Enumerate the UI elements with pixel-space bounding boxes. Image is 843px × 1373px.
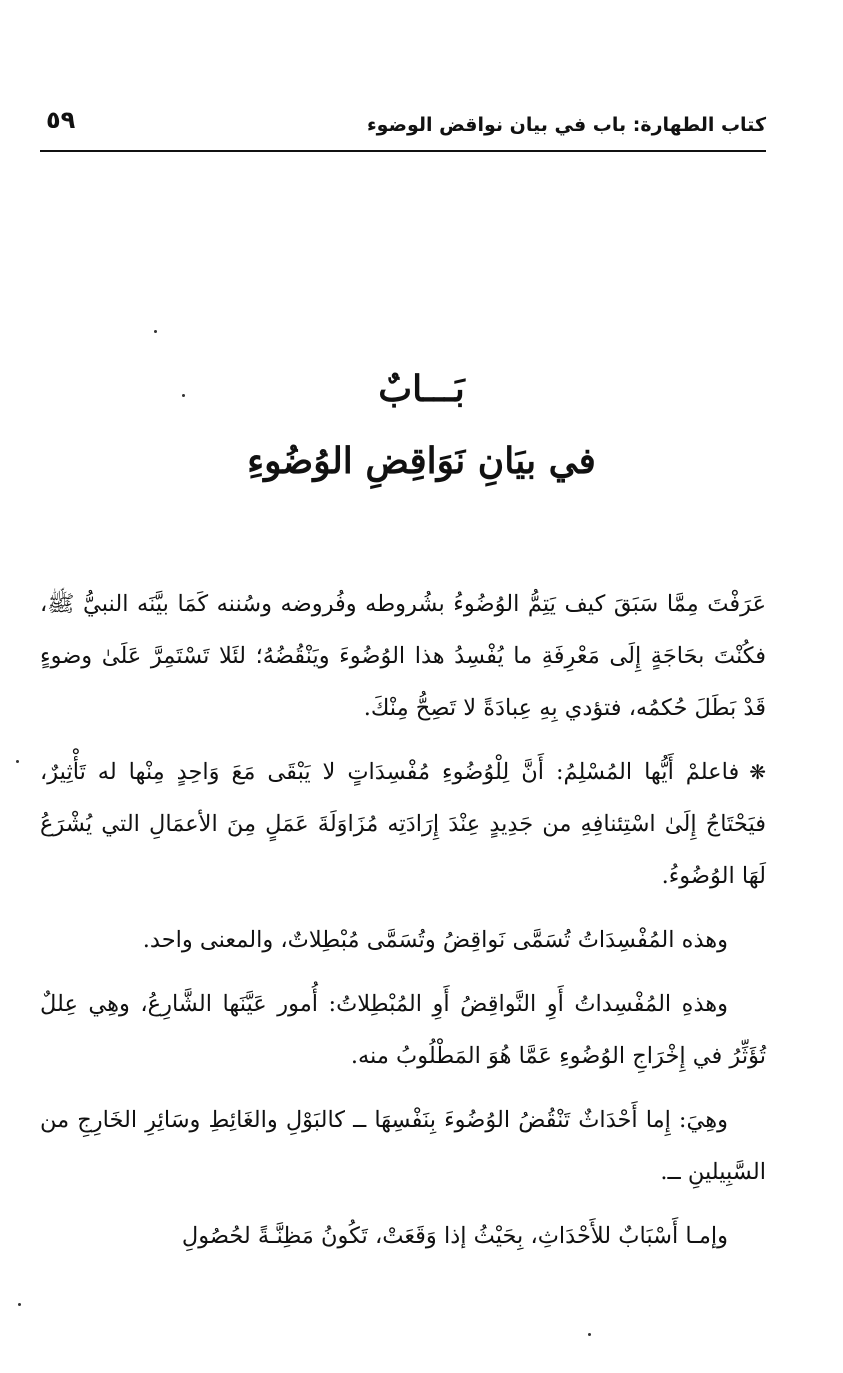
paragraph-text: فاعلمْ أَيُّها المُسْلِمُ: أَنَّ لِلْوُضُوءِ مُفْسِدَاتٍ لا يَبْقَى مَعَ وَاحِدٍ مِنْها له تَأْثِيرٌ، فيَحْتَاجُ إِلَىٰ اسْتِئنافِهِ من جَدِيدٍ عِنْدَ إِرَادَتِه مُزَاوَلَةَ عَمَلٍ مِنَ الأعمَالِ التي يُشْرَعُ لَهَا الوُضُوءُ. xyxy=(40,759,766,889)
page-number: ٥٩ xyxy=(46,106,76,134)
chapter-heading-word: بَـــابٌ xyxy=(378,368,465,410)
chapter-title: في بيَانِ نَوَاقِضِ الوُضُوءِ xyxy=(247,440,596,482)
paragraph-hadath xyxy=(40,1094,766,1198)
paragraph-text: وهذهِ المُفْسِداتُ أَوِ النَّواقِضُ أَوِ المُبْطِلاتُ: أُمور عَيَّنَها الشَّارِعُ، وهِي عِللٌ تُؤَثِّرُ في إِخْرَاجِ الوُضُوءِ عَمَّا هُوَ المَطْلُوبُ منه. xyxy=(40,991,766,1069)
paragraph-definition xyxy=(40,978,766,1082)
running-title: كتاب الطهارة: باب في بيان نواقض الوضوء xyxy=(366,114,766,136)
asterism-icon: ❋ xyxy=(749,760,766,784)
running-header xyxy=(40,100,766,152)
paragraph-causes xyxy=(40,1210,766,1262)
paragraph-names xyxy=(40,914,766,966)
paragraph-starred xyxy=(40,746,766,902)
paragraph-text: وإمـا أَسْبَابٌ للأَحْدَاثِ، بِحَيْثُ إذا وَقَعَتْ، تَكُونُ مَظِنَّـةً لحُصُولِ xyxy=(181,1223,728,1249)
paragraph-text: عَرَفْتَ مِمَّا سَبَقَ كيف يَتِمُّ الوُضُوءُ بشُروطه وفُروضه وسُننه كَمَا بيَّنَه النبيُّ ﷺ، فكُنْتَ بحَاجَةٍ إِلَى مَعْرِفَةِ ما يُفْسِدُ هذا الوُضُوءَ ويَنْقُضُهُ؛ لئَلا تَسْتَمِرَّ عَلَىٰ وضوءٍ قَدْ بَطَلَ حُكمُه، فتؤدي بِهِ عِبادَةً لا تَصِحُّ مِنْكَ. xyxy=(40,591,766,721)
body-text xyxy=(40,578,766,1274)
scan-speck xyxy=(18,1303,21,1306)
scan-speck xyxy=(588,1333,591,1336)
scan-speck xyxy=(182,394,185,397)
scan-speck xyxy=(16,760,19,763)
paragraph-text: وهِيَ: إِما أَحْدَاثٌ تَنْقُضُ الوُضُوءَ بِنَفْسِهَا ــ كالبَوْلِ والغَائِطِ وسَائِرِ الخَارِجِ من السَّبِيلينِ ــ. xyxy=(40,1107,766,1185)
scan-speck xyxy=(154,330,157,333)
paragraph-intro xyxy=(40,578,766,734)
paragraph-text: وهذه المُفْسِدَاتُ تُسَمَّى نَواقِضُ وتُسَمَّى مُبْطِلاتٌ، والمعنى واحد. xyxy=(142,927,728,953)
